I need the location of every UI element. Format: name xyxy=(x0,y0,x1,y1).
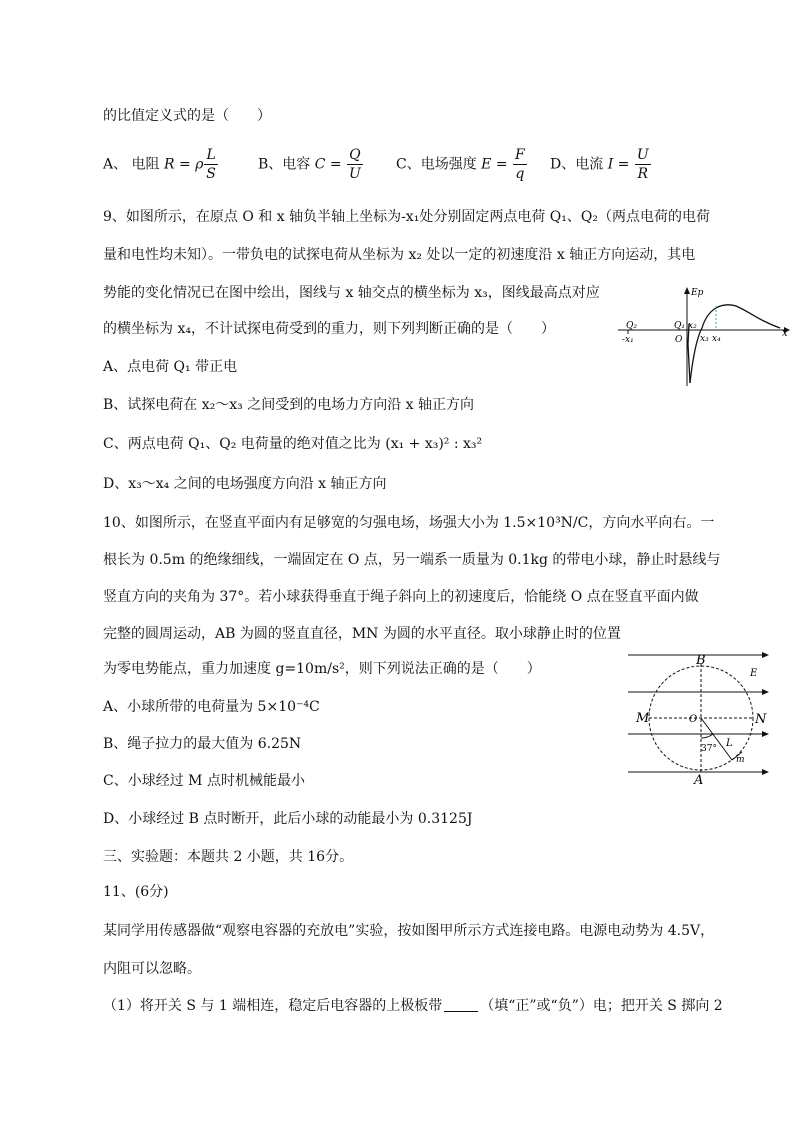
q11-heading: 11、(6分) xyxy=(103,884,169,900)
q10-option-a: A、小球所带的电荷量为 5×10⁻⁴C xyxy=(103,699,320,715)
field-e-label: E xyxy=(750,668,758,679)
x2-label: x₂ xyxy=(688,321,697,331)
angle-label: 37° xyxy=(701,744,717,754)
q11-line-1: 某同学用传感器做“观察电容器的充放电”实验，按如图甲所示方式连接电路。电源电动势为 4.5V， xyxy=(103,923,715,939)
q10-line-1: 10、如图所示，在竖直平面内有足够宽的匀强电场，场强大小为 1.5×10³N/C，方向水平向右。一 xyxy=(103,515,715,531)
q9-line-2: 量和电性均未知）。一带负电的试探电荷从坐标为 x₂ 处以一定的初速度沿 x 轴正方向运动，其电 xyxy=(103,247,696,263)
mass-label: m xyxy=(736,755,745,765)
minus-x1-label: -x₁ xyxy=(622,335,634,345)
point-m-label: M xyxy=(636,711,650,726)
answer-blank[interactable] xyxy=(444,997,478,1012)
ep-label: Ep xyxy=(691,288,704,298)
q8-option-c: C、电场强度 E = $\frac{F}{q}$ xyxy=(396,147,525,182)
x-label: x xyxy=(782,328,788,339)
q9-option-c: C、两点电荷 Q₁、Q₂ 电荷量的绝对值之比为 (x₁ + x₃)² : x₃² xyxy=(103,436,483,452)
ep-curve-left xyxy=(688,324,690,383)
q10-line-4: 完整的圆周运动，AB 为圆的竖直直径，MN 为圆的水平直径。取小球静止时的位置 xyxy=(103,626,621,642)
ep-graph-figure xyxy=(612,284,790,388)
point-n-label: N xyxy=(755,712,767,727)
x4-label: x₄ xyxy=(712,334,721,344)
point-o-label: O xyxy=(689,714,698,725)
q11-line-3 xyxy=(103,996,723,1016)
q10-line-5: 为零电势能点，重力加速度 g=10m/s²，则下列说法正确的是（ ） xyxy=(103,661,541,677)
ep-axis-arrow xyxy=(684,287,690,294)
section-3-heading: 三、实验题：本题共 2 小题，共 16分。 xyxy=(103,849,354,865)
q10-option-b: B、绳子拉力的最大值为 6.25N xyxy=(103,736,302,752)
q8-option-a: A、 电阻 R = ρ $\frac{L}{S}$ xyxy=(103,147,216,182)
q10-line-2: 根长为 0.5m 的绝缘细线，一端固定在 O 点，另一端系一质量为 0.1kg 的带电小球，静止时悬线与 xyxy=(103,552,721,568)
intro-line: 的比值定义式的是（ ） xyxy=(103,108,271,124)
q10-option-d: D、小球经过 B 点时断开，此后小球的动能最小为 0.3125J xyxy=(103,811,473,827)
circular-motion-figure xyxy=(624,648,770,790)
length-l-label: L xyxy=(726,738,733,749)
point-a-label: A xyxy=(694,773,704,788)
q9-option-a: A、点电荷 Q₁ 带正电 xyxy=(103,359,238,375)
q11-line-3-start: （1）将开关 S 与 1 端相连，稳定后电容器的上极板带 xyxy=(103,998,443,1014)
q9-line-4: 的横坐标为 x₄，不计试探电荷受到的重力，则下列判断正确的是（ ） xyxy=(103,321,555,337)
q11-line-2: 内阻可以忽略。 xyxy=(103,961,201,977)
q8-option-b: B、电容 C = $\frac{Q}{U}$ xyxy=(258,147,361,182)
q2-label: Q₂ xyxy=(626,321,637,331)
q8-option-d: D、电流 I = $\frac{U}{R}$ xyxy=(550,147,649,182)
q1-label: Q₁ xyxy=(674,321,685,331)
x3-label: x₃ xyxy=(700,334,709,344)
q11-line-3-end: （填“正”或“负”）电；把开关 S 掷向 2 xyxy=(480,998,723,1014)
origin-label: O xyxy=(675,335,683,345)
point-b-label: B xyxy=(696,653,706,668)
q9-line-3: 势能的变化情况已在图中绘出，图线与 x 轴交点的横坐标为 x₃，图线最高点对应 xyxy=(103,285,600,301)
q9-option-d: D、x₃～x₄ 之间的电场强度方向沿 x 轴正方向 xyxy=(103,476,387,492)
q9-line-1: 9、如图所示，在原点 O 和 x 轴负半轴上坐标为-x₁处分别固定两点电荷 Q₁、Q₂（两点电荷的电荷 xyxy=(103,209,710,225)
q9-option-b: B、试探电荷在 x₂～x₃ 之间受到的电场力方向沿 x 轴正方向 xyxy=(103,397,474,413)
q10-option-c: C、小球经过 M 点时机械能最小 xyxy=(103,773,305,789)
q10-line-3: 竖直方向的夹角为 37°。若小球获得垂直于绳子斜向上的初速度后，恰能绕 O 点在竖直平面内做 xyxy=(103,589,699,605)
angle-arc xyxy=(701,734,713,738)
